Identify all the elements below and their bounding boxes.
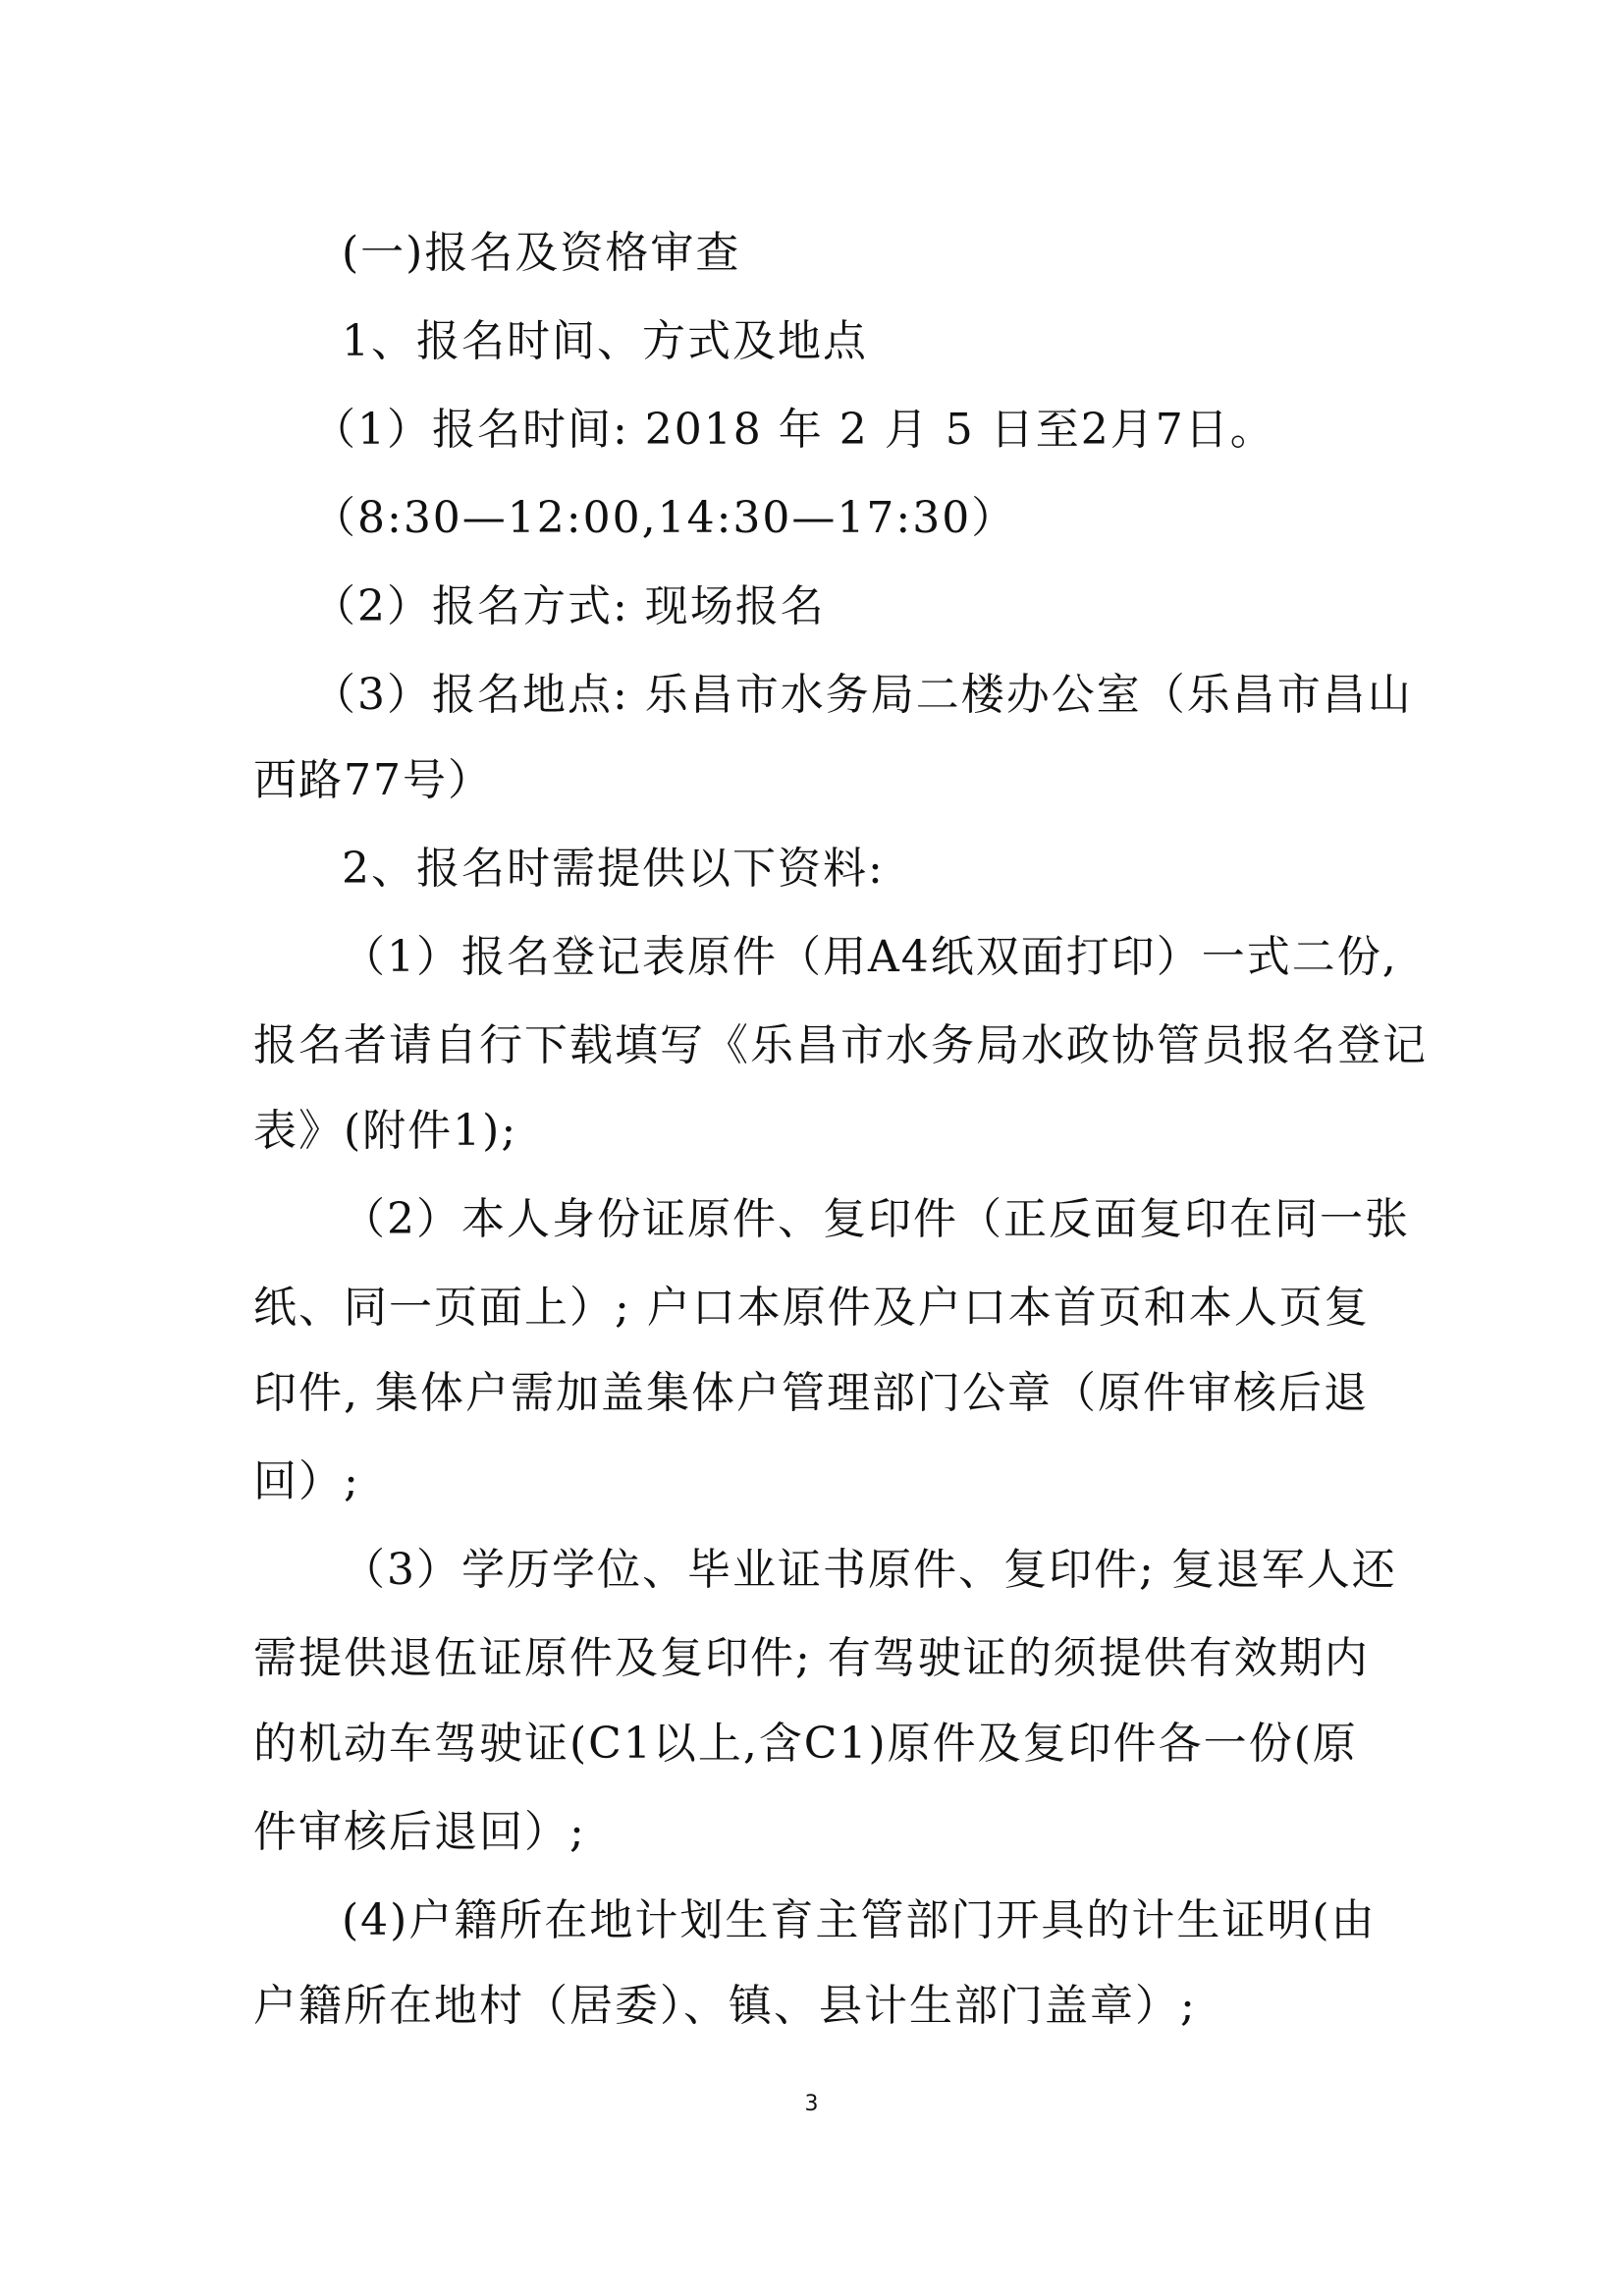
material-3-line-3: 的机动车驾驶证(C1以上,含C1)原件及复印件各一份(原 <box>253 1719 1358 1769</box>
item-heading-registration-time-method-place: 1、报名时间、方式及地点 <box>342 316 868 366</box>
material-2-line-4: 回）; <box>253 1456 360 1506</box>
paragraph-registration-place-line-2: 西路77号） <box>253 755 493 805</box>
item-heading-required-materials: 2、报名时需提供以下资料: <box>342 844 885 894</box>
material-2-line-2: 纸、同一页面上）; 户口本原件及户口本首页和本人页复 <box>253 1283 1370 1333</box>
material-2-line-3: 印件, 集体户需加盖集体户管理部门公章（原件审核后退 <box>253 1368 1369 1418</box>
material-4-line-2: 户籍所在地村（居委）、镇、县计生部门盖章）; <box>253 1981 1197 2031</box>
material-3-line-2: 需提供退伍证原件及复印件; 有驾驶证的须提供有效期内 <box>253 1633 1370 1683</box>
material-4-line-1: (4)户籍所在地计划生育主管部门开具的计生证明(由 <box>342 1895 1377 1945</box>
material-3-line-1: （3）学历学位、毕业证书原件、复印件; 复退军人还 <box>342 1545 1397 1595</box>
material-2-line-1: （2）本人身份证原件、复印件（正反面复印在同一张 <box>342 1194 1410 1244</box>
section-heading-registration: (一)报名及资格审查 <box>342 228 741 278</box>
material-3-line-4: 件审核后退回）; <box>253 1807 586 1857</box>
paragraph-registration-time: （1）报名时间: 2018 年 2 月 5 日至2月7日。 <box>312 405 1275 455</box>
paragraph-registration-hours: （8:30—12:00,14:30—17:30） <box>312 493 1017 543</box>
page-number: 3 <box>804 2092 819 2116</box>
material-1-line-1: （1）报名登记表原件（用A4纸双面打印）一式二份, <box>342 932 1398 982</box>
paragraph-registration-method: （2）报名方式: 现场报名 <box>312 581 826 631</box>
material-1-line-2: 报名者请自行下载填写《乐昌市水务局水政协管员报名登记 <box>253 1020 1428 1070</box>
material-1-line-3: 表》(附件1); <box>253 1106 518 1156</box>
paragraph-registration-place-line-1: （3）报名地点: 乐昌市水务局二楼办公室（乐昌市昌山 <box>312 670 1413 720</box>
